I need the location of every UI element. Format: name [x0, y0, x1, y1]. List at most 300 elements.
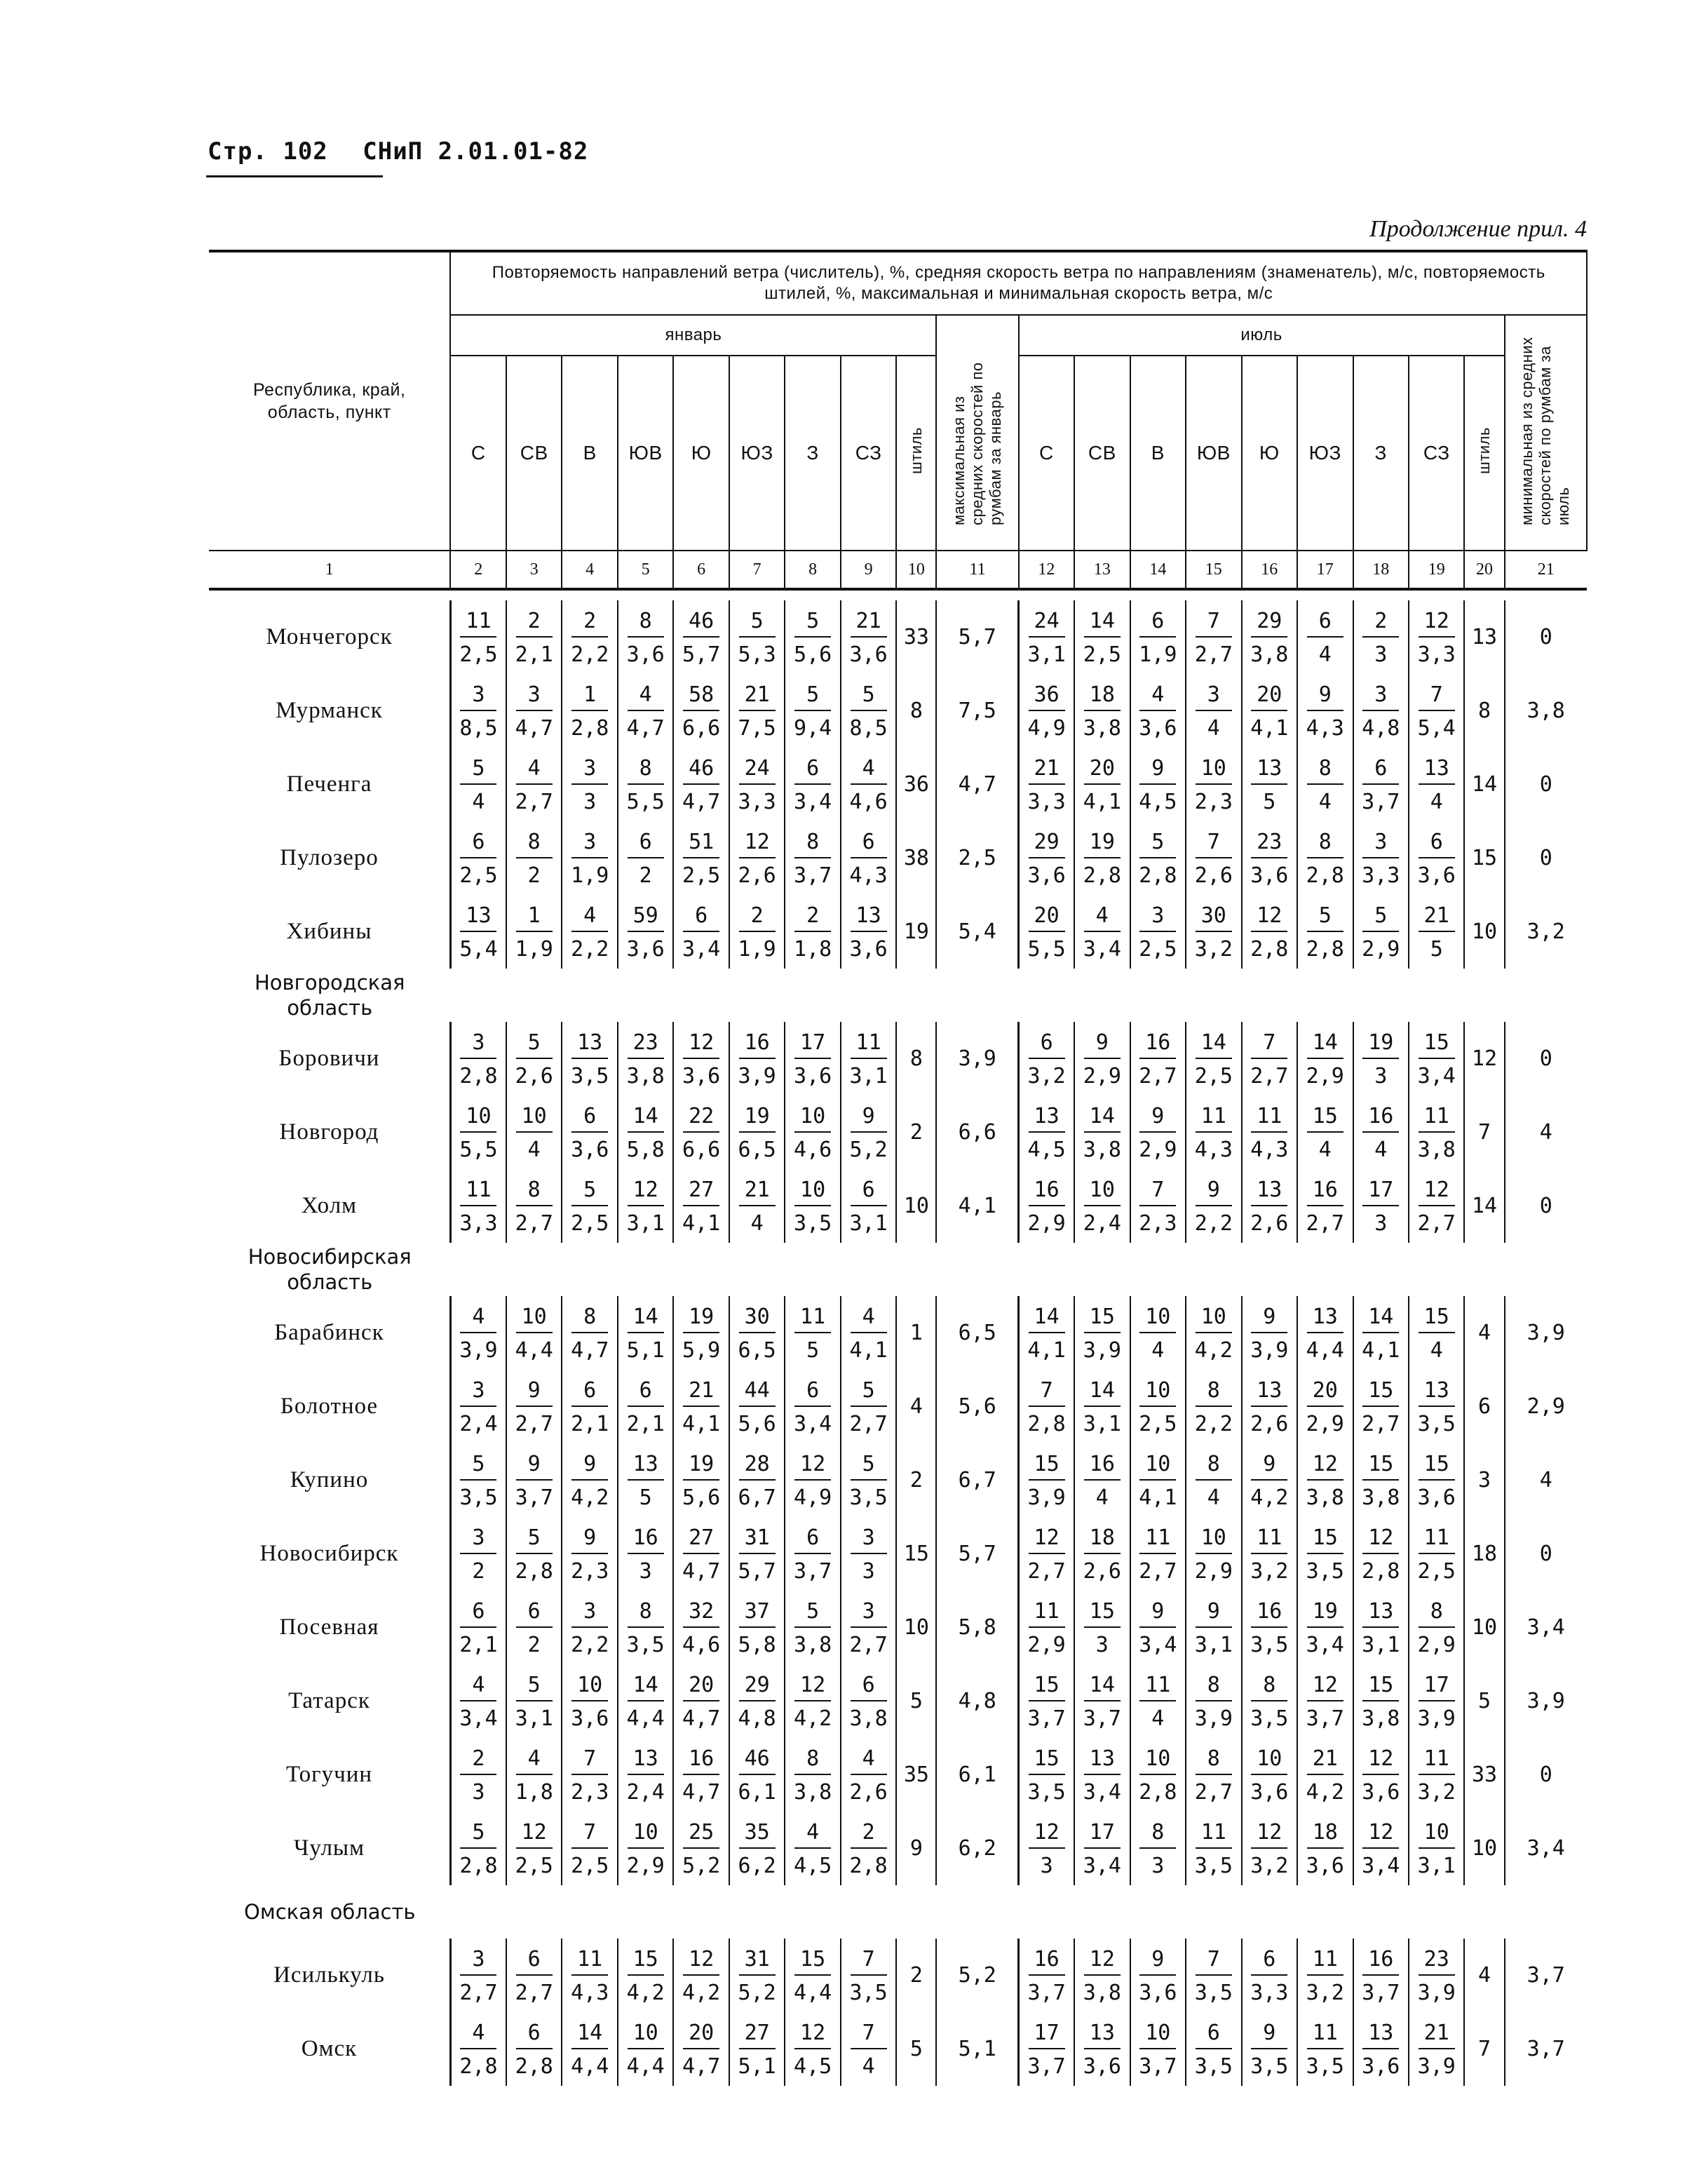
frequency: 12: [683, 1949, 719, 1976]
frequency: 10: [1084, 1180, 1121, 1206]
wind-fraction: [1074, 1169, 1130, 1243]
speed: 5,5: [626, 790, 665, 814]
speed: 4: [1430, 1338, 1443, 1363]
speed: 2,7: [515, 1981, 553, 2005]
frequency: 6: [460, 832, 496, 858]
fraction: [571, 905, 609, 960]
fraction: [459, 832, 497, 887]
frequency: 12: [628, 1180, 664, 1206]
speed: 2,5: [459, 642, 498, 667]
fraction: [682, 1601, 720, 1656]
fraction: [1362, 1380, 1400, 1435]
wind-fraction: [450, 674, 506, 748]
wind-fraction: [1297, 1591, 1353, 1664]
speed: 4,2: [1194, 1338, 1233, 1363]
fraction: [738, 1106, 776, 1161]
frequency: 27: [683, 1180, 719, 1206]
wind-fraction: [841, 1738, 896, 1812]
fraction: [738, 611, 776, 666]
frequency: 5: [739, 611, 776, 638]
wind-fraction: [1130, 1664, 1186, 1738]
wind-fraction: [841, 1096, 896, 1169]
speed: 3,7: [1027, 2054, 1066, 2079]
wind-fraction: [1186, 1296, 1241, 1370]
wind-fraction: [562, 748, 617, 821]
empty-cell: [1019, 1885, 1074, 1939]
fraction: [1195, 905, 1233, 960]
col-number: 12: [1019, 551, 1074, 589]
frequency: 7: [571, 1822, 608, 1849]
frequency: 11: [460, 1180, 496, 1206]
speed: 5,6: [682, 1485, 721, 1510]
frequency: 9: [1251, 1307, 1287, 1333]
location-name: Омск: [301, 2036, 358, 2061]
frequency: 14: [1084, 1675, 1121, 1701]
wind-fraction: [785, 1022, 840, 1096]
wind-fraction: [1353, 1812, 1409, 1885]
wind-fraction: [1019, 1022, 1074, 1096]
speed: 4,5: [794, 1854, 832, 1878]
wind-fraction: [1242, 1591, 1297, 1664]
empty-cell: [506, 1243, 562, 1296]
frequency: 7: [1196, 832, 1232, 858]
dir-header-jan-2: В: [562, 356, 617, 551]
wind-fraction: [1130, 600, 1186, 674]
wind-fraction: [450, 1096, 506, 1169]
speed: 4,7: [682, 1780, 721, 1805]
frequency: 8: [1419, 1601, 1455, 1628]
min-speed-july: 3,4: [1505, 1591, 1587, 1664]
speed: 4,7: [515, 716, 553, 741]
wind-fraction: [450, 748, 506, 821]
speed: 1,8: [515, 1780, 553, 1805]
fraction: [1083, 2023, 1121, 2077]
fraction: [1195, 1106, 1233, 1161]
wind-fraction: [1242, 895, 1297, 969]
speed: 4,5: [1027, 1138, 1066, 1162]
frequency: 7: [851, 1949, 887, 1976]
speed: 3,5: [1306, 2054, 1344, 2079]
speed: 3,8: [1250, 642, 1289, 667]
empty-cell: [1409, 1885, 1464, 1939]
fraction: [1195, 1601, 1233, 1656]
speed: 3,8: [849, 1706, 888, 1731]
wind-fraction: [1074, 1664, 1130, 1738]
fraction: [1028, 1106, 1066, 1161]
fraction: [850, 1822, 888, 1877]
fraction: [738, 832, 776, 887]
dir-header-jul-1: СВ: [1074, 356, 1130, 551]
fraction: [1139, 1106, 1177, 1161]
dir-header-jul-6: З: [1353, 356, 1409, 551]
frequency: 11: [1139, 1675, 1176, 1701]
fraction: [1028, 1675, 1066, 1730]
speed: 3,4: [794, 1412, 832, 1436]
wind-fraction: [1242, 1169, 1297, 1243]
wind-fraction: [562, 1096, 617, 1169]
region-name: Новгородская область: [254, 971, 405, 1020]
speed: 3,5: [849, 1981, 888, 2005]
fraction: [1417, 1525, 1456, 1584]
fraction: [850, 758, 888, 813]
empty-cell: [1242, 1885, 1297, 1939]
frequency: 27: [739, 2023, 776, 2049]
fraction: [1362, 1675, 1400, 1730]
frequency: 4: [516, 1748, 553, 1775]
col-number: 19: [1409, 551, 1464, 589]
empty-cell: [1464, 1885, 1504, 1939]
frequency: 5: [1362, 905, 1399, 932]
wind-fraction: [506, 1443, 562, 1517]
fraction: [682, 1307, 720, 1361]
fraction: [1083, 1525, 1121, 1584]
fraction: [515, 905, 553, 960]
wind-fraction: [1186, 1738, 1241, 1812]
location-name: Печенга: [286, 771, 372, 797]
wind-fraction: [1130, 1738, 1186, 1812]
speed: 2,7: [849, 1633, 888, 1657]
fraction: [571, 1032, 609, 1087]
fraction: [682, 1380, 720, 1435]
max-speed-january: 5,6: [936, 1370, 1018, 1443]
wind-fraction: [506, 1096, 562, 1169]
wind-fraction: [785, 1664, 840, 1738]
fraction: [738, 758, 776, 813]
speed: 3,3: [1417, 642, 1456, 667]
wind-fraction: [785, 1517, 840, 1591]
speed: 3,4: [1083, 1854, 1121, 1878]
speed: 3,3: [1027, 790, 1066, 814]
speed: 4,7: [571, 1338, 609, 1363]
frequency: 6: [794, 1528, 831, 1554]
frequency: 15: [1029, 1454, 1065, 1481]
region-row: [209, 1243, 1587, 1296]
calm-july: 7: [1464, 1096, 1504, 1169]
wind-fraction: [562, 2012, 617, 2086]
wind-fraction: [562, 821, 617, 895]
frequency: 13: [1362, 2023, 1399, 2049]
wind-fraction: [1130, 1022, 1186, 1096]
frequency: 8: [628, 1601, 664, 1628]
speed: 1,8: [794, 937, 832, 962]
calm-july: 18: [1464, 1517, 1504, 1591]
wind-fraction: [729, 1664, 785, 1738]
wind-fraction: [562, 1517, 617, 1591]
wind-fraction: [450, 2012, 506, 2086]
frequency: 12: [1084, 1949, 1121, 1976]
wind-fraction: [673, 1169, 729, 1243]
fraction: [1029, 1822, 1065, 1877]
speed: 4,4: [571, 2054, 609, 2079]
fraction: [1139, 1675, 1176, 1730]
wind-fraction: [1186, 1443, 1241, 1517]
wind-fraction: [673, 1370, 729, 1443]
frequency: 6: [1196, 2023, 1232, 2049]
frequency: 6: [516, 1949, 553, 1976]
frequency: 8: [516, 1180, 553, 1206]
fraction: [1195, 611, 1233, 666]
fraction: [459, 1601, 497, 1656]
speed: 5,8: [738, 1633, 776, 1657]
wind-fraction: [1186, 1939, 1241, 2012]
wind-fraction: [1186, 1591, 1241, 1664]
wind-fraction: [1019, 1591, 1074, 1664]
frequency: 11: [851, 1032, 887, 1059]
fraction: [1306, 1601, 1344, 1656]
fraction: [1028, 1032, 1066, 1087]
table-row: [209, 895, 1587, 969]
frequency: 20: [1029, 905, 1065, 932]
fraction: [850, 1106, 888, 1161]
fraction: [515, 1454, 553, 1509]
fraction: [794, 611, 832, 666]
frequency: 12: [1307, 1675, 1343, 1701]
empty-cell: [562, 1885, 617, 1939]
fraction: [1083, 611, 1121, 666]
wind-fraction: [729, 1096, 785, 1169]
frequency: 5: [794, 685, 831, 711]
frequency: 13: [460, 905, 496, 932]
speed: 2,7: [1139, 1064, 1177, 1088]
wind-fraction: [785, 748, 840, 821]
fraction: [850, 1180, 888, 1234]
fraction: [1418, 611, 1456, 666]
speed: 4: [1095, 1485, 1109, 1510]
max-speed-january: 6,5: [936, 1296, 1018, 1370]
frequency: 6: [683, 905, 719, 932]
fraction: [1250, 1106, 1288, 1161]
fraction: [627, 905, 665, 960]
frequency: 13: [1084, 1748, 1121, 1775]
wind-fraction: [1409, 1939, 1464, 2012]
speed: 2,8: [571, 716, 609, 741]
fraction: [1362, 905, 1400, 960]
speed: 5,6: [794, 642, 832, 667]
speed: 2,2: [571, 642, 609, 667]
calm-january: 2: [896, 1443, 936, 1517]
frequency: 9: [571, 1528, 608, 1554]
calm-july: 14: [1464, 1169, 1504, 1243]
frequency: 16: [628, 1528, 664, 1554]
fraction: [571, 1949, 609, 2004]
frequency: 5: [851, 1380, 887, 1407]
wind-fraction: [841, 1939, 896, 2012]
fraction: [1362, 1822, 1400, 1877]
frequency: 13: [851, 905, 887, 932]
frequency: 10: [516, 1307, 553, 1333]
speed: 2,5: [682, 863, 721, 888]
frequency: 3: [1362, 832, 1399, 858]
wind-fraction: [1186, 1812, 1241, 1885]
fraction: [515, 2023, 553, 2077]
empty-cell: [1464, 1243, 1504, 1296]
wind-fraction: [562, 1022, 617, 1096]
speed: 3,8: [1362, 1706, 1400, 1731]
speed: 3,7: [1306, 1706, 1344, 1731]
page-number: Стр. 102: [208, 137, 328, 166]
fraction: [1195, 1822, 1233, 1877]
speed: 5: [806, 1338, 820, 1363]
frequency: 7: [1196, 611, 1232, 638]
wind-fraction: [562, 1812, 617, 1885]
empty-cell: [936, 1885, 1018, 1939]
wind-fraction: [673, 748, 729, 821]
wind-fraction: [1130, 895, 1186, 969]
max-speed-january: 2,5: [936, 821, 1018, 895]
wind-fraction: [562, 1738, 617, 1812]
fraction: [627, 1307, 665, 1361]
speed: 2,8: [459, 1854, 498, 1878]
wind-fraction: [1242, 1370, 1297, 1443]
wind-fraction: [618, 1370, 673, 1443]
header-rule: [206, 175, 383, 177]
frequency: 4: [571, 905, 608, 932]
frequency: 14: [571, 2023, 608, 2049]
empty-cell: [1464, 969, 1504, 1022]
table-row: [209, 821, 1587, 895]
speed: 3,6: [849, 937, 888, 962]
speed: 2,6: [849, 1780, 888, 1805]
col-number: 9: [841, 551, 896, 589]
fraction: [1139, 1307, 1176, 1361]
min-speed-july: 4: [1505, 1443, 1587, 1517]
frequency: 6: [851, 1180, 887, 1206]
speed: 4: [862, 2054, 875, 2079]
wind-fraction: [506, 1517, 562, 1591]
frequency: 4: [794, 1822, 831, 1849]
frequency: 6: [628, 1380, 664, 1407]
speed: 5,6: [738, 1412, 776, 1436]
fraction: [515, 1949, 553, 2004]
wind-fraction: [673, 600, 729, 674]
speed: 2,7: [515, 1412, 553, 1436]
frequency: 6: [851, 1675, 887, 1701]
frequency: 16: [1139, 1032, 1176, 1059]
speed: 4,1: [1139, 1485, 1177, 1510]
speed: 4: [1430, 790, 1443, 814]
frequency: 3: [1139, 905, 1176, 932]
speed: 2,7: [515, 1211, 553, 1236]
frequency: 3: [460, 1380, 496, 1407]
col-number: 13: [1074, 551, 1130, 589]
wind-fraction: [1130, 1169, 1186, 1243]
wind-fraction: [1353, 1591, 1409, 1664]
fraction: [794, 682, 832, 741]
wind-fraction: [673, 1664, 729, 1738]
frequency: 22: [683, 1106, 719, 1133]
frequency: 20: [683, 2023, 719, 2049]
speed: 4: [750, 1211, 764, 1236]
table-row: [209, 1296, 1587, 1370]
wind-fraction: [450, 1812, 506, 1885]
frequency: 44: [739, 1380, 776, 1407]
speed: 2,2: [1194, 1412, 1233, 1436]
region-row: [209, 969, 1587, 1022]
frequency: 6: [460, 1601, 496, 1628]
frequency: 3: [1362, 685, 1399, 711]
speed: 3,4: [1083, 1780, 1121, 1805]
speed: 2,4: [626, 1780, 665, 1805]
frequency: 58: [683, 685, 719, 711]
frequency: 13: [1029, 1106, 1065, 1133]
col-number: 17: [1297, 551, 1353, 589]
speed: 2,7: [459, 1981, 498, 2005]
frequency: 19: [683, 1454, 719, 1481]
fraction: [1083, 1380, 1121, 1435]
wind-fraction: [1074, 1443, 1130, 1517]
frequency: 11: [571, 1949, 608, 1976]
wind-fraction: [1074, 1022, 1130, 1096]
frequency: 9: [1196, 1180, 1232, 1206]
fraction: [1139, 1601, 1177, 1656]
speed: 2,9: [626, 1854, 665, 1878]
speed: 4,1: [1083, 790, 1121, 814]
fraction: [627, 1949, 665, 2004]
wind-fraction: [562, 1443, 617, 1517]
wind-fraction: [1186, 600, 1241, 674]
frequency: 11: [1307, 2023, 1343, 2049]
empty-cell: [1297, 1243, 1353, 1296]
wind-fraction: [1130, 821, 1186, 895]
fraction: [459, 1106, 497, 1161]
fraction: [738, 682, 776, 741]
max-speed-january: 6,1: [936, 1738, 1018, 1812]
frequency: 11: [1196, 1106, 1232, 1133]
location-name: Мурманск: [276, 698, 383, 723]
frequency: 10: [1196, 1528, 1232, 1554]
frequency: 2: [516, 611, 553, 638]
fraction: [1250, 905, 1288, 960]
wind-fraction: [1297, 1370, 1353, 1443]
min-speed-july: 3,2: [1505, 895, 1587, 969]
wind-fraction: [506, 2012, 562, 2086]
speed: 3,9: [1417, 1706, 1456, 1731]
fraction: [627, 1748, 665, 1803]
wind-fraction: [506, 1664, 562, 1738]
fraction: [851, 1525, 887, 1584]
frequency: 10: [794, 1106, 831, 1133]
location-name: Боровичи: [278, 1046, 380, 1071]
speed: 3,3: [738, 790, 776, 814]
frequency: 10: [1196, 1307, 1232, 1333]
fraction: [459, 1032, 497, 1087]
frequency: 11: [1251, 1528, 1287, 1554]
empty-cell: [618, 1885, 673, 1939]
frequency: 11: [1029, 1601, 1065, 1628]
fraction: [1418, 2023, 1456, 2077]
fraction: [1028, 905, 1066, 960]
fraction: [1195, 1949, 1233, 2004]
wind-fraction: [1019, 1738, 1074, 1812]
frequency: 31: [739, 1949, 776, 1976]
empty-cell: [896, 1885, 936, 1939]
frequency: 6: [1307, 611, 1343, 638]
fraction: [850, 1949, 888, 2004]
fraction: [1306, 1032, 1344, 1087]
frequency: 12: [1307, 1454, 1343, 1481]
fraction: [459, 611, 497, 666]
wind-fraction: [1242, 1296, 1297, 1370]
empty-cell: [1019, 969, 1074, 1022]
fraction: [1419, 1307, 1455, 1361]
frequency: 6: [628, 832, 664, 858]
wind-fraction: [785, 1812, 840, 1885]
fraction: [1362, 1180, 1399, 1234]
wind-fraction: [1353, 1443, 1409, 1517]
speed: 2,8: [1139, 1780, 1177, 1805]
calm-july: 10: [1464, 1812, 1504, 1885]
frequency: 15: [1419, 1454, 1455, 1481]
